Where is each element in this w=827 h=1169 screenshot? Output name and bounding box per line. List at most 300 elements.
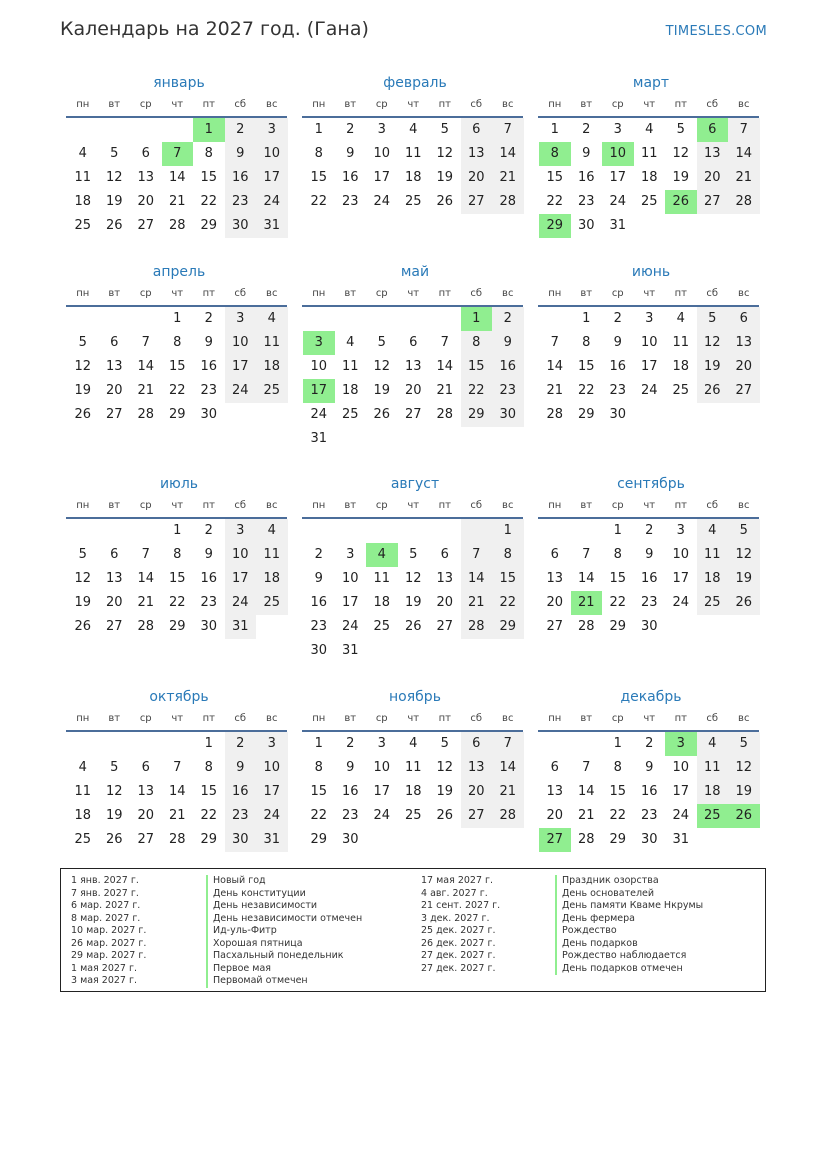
week-row xyxy=(303,118,524,142)
weekday-label: пн xyxy=(312,99,326,110)
day-cell: 24 xyxy=(373,808,391,823)
holiday-day-cell: 21 xyxy=(571,591,603,615)
day-cell: 4 xyxy=(697,732,729,756)
month-block xyxy=(539,473,763,639)
empty-day-cell xyxy=(256,615,288,639)
day-cell: 16 xyxy=(341,170,359,185)
week-row xyxy=(67,403,288,427)
day-cell: 12 xyxy=(672,146,690,161)
weekday-label: сб xyxy=(470,288,483,299)
empty-day-cell xyxy=(461,519,493,543)
empty-day-cell xyxy=(634,214,666,238)
day-cell: 22 xyxy=(492,591,524,615)
month-name: январь xyxy=(153,75,205,91)
empty-day-cell xyxy=(665,214,697,238)
day-cell: 30 xyxy=(640,619,658,634)
weekday-label: чт xyxy=(643,500,656,511)
week-row xyxy=(539,214,760,238)
weekday-label: вс xyxy=(738,288,750,299)
day-cell: 19 xyxy=(373,383,391,398)
day-cell: 21 xyxy=(137,595,155,610)
empty-day-cell xyxy=(366,639,398,663)
empty-day-cell xyxy=(99,118,131,142)
month-days-grid xyxy=(539,94,760,238)
empty-day-cell xyxy=(429,427,461,451)
empty-day-cell xyxy=(398,307,430,331)
day-cell: 22 xyxy=(609,808,627,823)
day-cell: 30 xyxy=(225,828,257,852)
week-row xyxy=(539,331,760,355)
empty-day-cell xyxy=(728,403,760,427)
weekday-label: вс xyxy=(502,713,514,724)
weekday-header xyxy=(303,283,524,305)
day-cell: 2 xyxy=(225,118,257,142)
empty-day-cell xyxy=(303,307,335,331)
empty-day-cell xyxy=(697,828,729,852)
day-cell: 18 xyxy=(640,170,658,185)
weekday-label: ср xyxy=(375,99,388,110)
week-row xyxy=(67,379,288,403)
day-cell: 15 xyxy=(310,784,328,799)
day-cell: 18 xyxy=(256,355,288,379)
week-row xyxy=(67,804,288,828)
day-cell: 23 xyxy=(492,379,524,403)
day-cell: 9 xyxy=(204,335,213,350)
legend-names-col-1 xyxy=(206,875,362,988)
empty-day-cell xyxy=(130,118,162,142)
weekday-label: ср xyxy=(139,713,152,724)
weekday-label: ср xyxy=(139,500,152,511)
weekday-label: вт xyxy=(108,99,121,110)
empty-day-cell xyxy=(130,307,162,331)
legend-date: 4 авг. 2027 г. xyxy=(421,887,488,899)
day-cell: 14 xyxy=(461,567,493,591)
day-cell: 16 xyxy=(609,359,627,374)
empty-day-cell xyxy=(130,519,162,543)
empty-day-cell xyxy=(461,427,493,451)
month-days-grid xyxy=(67,283,288,427)
day-cell: 14 xyxy=(436,359,454,374)
day-cell: 20 xyxy=(697,166,729,190)
empty-day-cell xyxy=(398,427,430,451)
weekday-header xyxy=(67,94,288,116)
day-cell: 1 xyxy=(550,122,559,137)
day-cell: 3 xyxy=(346,547,355,562)
week-row xyxy=(303,543,524,567)
weekday-label: пн xyxy=(76,713,90,724)
day-cell: 27 xyxy=(728,379,760,403)
weekday-label: вс xyxy=(738,713,750,724)
day-cell: 12 xyxy=(436,760,454,775)
empty-day-cell xyxy=(335,427,367,451)
day-cell: 15 xyxy=(310,170,328,185)
day-cell: 20 xyxy=(137,808,155,823)
week-row xyxy=(67,615,288,639)
weekday-label: вс xyxy=(266,99,278,110)
day-cell: 1 xyxy=(613,523,622,538)
day-cell: 1 xyxy=(173,311,182,326)
legend-holiday-name: Ид-уль-Фитр xyxy=(206,925,362,938)
day-cell: 7 xyxy=(492,118,524,142)
weekday-label: вт xyxy=(580,99,593,110)
day-cell: 10 xyxy=(640,335,658,350)
day-cell: 31 xyxy=(310,431,328,446)
legend-date: 3 мая 2027 г. xyxy=(71,975,137,986)
week-row xyxy=(303,427,524,451)
day-cell: 10 xyxy=(373,760,391,775)
empty-day-cell xyxy=(67,519,99,543)
day-cell: 22 xyxy=(200,194,218,209)
day-cell: 13 xyxy=(728,331,760,355)
day-cell: 26 xyxy=(105,832,123,847)
empty-day-cell xyxy=(366,828,398,852)
weekday-label: чт xyxy=(643,99,656,110)
legend-holiday-name: День независимости отмечен xyxy=(206,913,362,926)
legend-holiday-name: Первое мая xyxy=(206,963,362,976)
day-cell: 16 xyxy=(640,784,658,799)
weekday-header xyxy=(303,708,524,730)
day-cell: 25 xyxy=(404,808,422,823)
day-cell: 29 xyxy=(200,832,218,847)
day-cell: 12 xyxy=(74,571,92,586)
day-cell: 22 xyxy=(577,383,595,398)
day-cell: 10 xyxy=(341,571,359,586)
empty-day-cell xyxy=(130,732,162,756)
weekday-label: пт xyxy=(438,500,451,511)
weekday-label: сб xyxy=(706,99,719,110)
month-block xyxy=(539,72,763,238)
weekday-label: сб xyxy=(234,713,247,724)
day-cell: 27 xyxy=(137,218,155,233)
legend-holiday-name: День подарков xyxy=(555,938,703,951)
day-cell: 15 xyxy=(168,359,186,374)
day-cell: 22 xyxy=(168,383,186,398)
month-name: май xyxy=(400,264,430,280)
legend-date: 29 мар. 2027 г. xyxy=(71,950,147,961)
month-days-grid xyxy=(539,495,760,639)
day-cell: 13 xyxy=(546,571,564,586)
weekday-label: пн xyxy=(76,288,90,299)
day-cell: 8 xyxy=(613,760,622,775)
day-cell: 7 xyxy=(141,335,150,350)
weekday-label: вт xyxy=(344,713,357,724)
empty-day-cell xyxy=(303,519,335,543)
holiday-day-cell: 1 xyxy=(193,118,225,142)
month-days-grid xyxy=(303,495,524,663)
day-cell: 2 xyxy=(645,736,654,751)
day-cell: 9 xyxy=(314,571,323,586)
empty-day-cell xyxy=(67,307,99,331)
day-cell: 28 xyxy=(137,619,155,634)
day-cell: 21 xyxy=(546,383,564,398)
legend-holiday-name: Хорошая пятница xyxy=(206,938,362,951)
weekday-label: вс xyxy=(738,99,750,110)
month-name: сентябрь xyxy=(617,476,685,492)
day-cell: 14 xyxy=(168,784,186,799)
week-row xyxy=(67,828,288,852)
day-cell: 20 xyxy=(404,383,422,398)
day-cell: 29 xyxy=(609,832,627,847)
legend-date: 8 мар. 2027 г. xyxy=(71,912,141,924)
day-cell: 3 xyxy=(225,307,257,331)
day-cell: 7 xyxy=(728,118,760,142)
day-cell: 16 xyxy=(200,571,218,586)
day-cell: 18 xyxy=(256,567,288,591)
day-cell: 17 xyxy=(225,355,257,379)
day-cell: 24 xyxy=(672,808,690,823)
legend-holiday-name: День независимости xyxy=(206,900,362,913)
month-block xyxy=(303,72,527,214)
day-cell: 21 xyxy=(492,166,524,190)
day-cell: 16 xyxy=(341,784,359,799)
day-cell: 31 xyxy=(609,218,627,233)
day-cell: 26 xyxy=(74,407,92,422)
empty-day-cell xyxy=(366,427,398,451)
day-cell: 13 xyxy=(105,571,123,586)
month-block xyxy=(67,72,291,238)
holiday-day-cell: 3 xyxy=(303,331,335,355)
holiday-day-cell: 10 xyxy=(602,142,634,166)
day-cell: 30 xyxy=(310,643,328,658)
day-cell: 7 xyxy=(173,760,182,775)
day-cell: 2 xyxy=(582,122,591,137)
weekday-label: вт xyxy=(580,288,593,299)
day-cell: 30 xyxy=(640,832,658,847)
day-cell: 19 xyxy=(404,595,422,610)
day-cell: 13 xyxy=(436,571,454,586)
week-row xyxy=(539,403,760,427)
day-cell: 23 xyxy=(310,619,328,634)
day-cell: 6 xyxy=(550,547,559,562)
weekday-header xyxy=(539,708,760,730)
day-cell: 15 xyxy=(577,359,595,374)
empty-day-cell xyxy=(335,307,367,331)
day-cell: 17 xyxy=(672,571,690,586)
weekday-label: ср xyxy=(611,500,624,511)
day-cell: 7 xyxy=(141,547,150,562)
day-cell: 18 xyxy=(373,595,391,610)
week-row xyxy=(539,355,760,379)
week-row xyxy=(67,307,288,331)
day-cell: 5 xyxy=(440,122,449,137)
day-cell: 1 xyxy=(314,122,323,137)
legend-holiday-name: Рождество наблюдается xyxy=(555,950,703,963)
weekday-label: пн xyxy=(312,500,326,511)
day-cell: 23 xyxy=(200,595,218,610)
day-cell: 11 xyxy=(373,571,391,586)
month-days-grid xyxy=(67,708,288,852)
day-cell: 19 xyxy=(74,383,92,398)
week-row xyxy=(303,639,524,663)
empty-day-cell xyxy=(429,519,461,543)
day-cell: 8 xyxy=(314,146,323,161)
day-cell: 1 xyxy=(582,311,591,326)
day-cell: 2 xyxy=(346,736,355,751)
day-cell: 9 xyxy=(346,760,355,775)
day-cell: 27 xyxy=(697,190,729,214)
week-row xyxy=(303,403,524,427)
legend-holiday-name: Пасхальный понедельник xyxy=(206,950,362,963)
day-cell: 16 xyxy=(577,170,595,185)
month-days-grid xyxy=(539,708,760,852)
holiday-day-cell: 25 xyxy=(697,804,729,828)
day-cell: 19 xyxy=(436,784,454,799)
day-cell: 6 xyxy=(141,760,150,775)
weekday-label: чт xyxy=(643,288,656,299)
empty-day-cell xyxy=(728,214,760,238)
weekday-label: сб xyxy=(470,500,483,511)
day-cell: 5 xyxy=(697,307,729,331)
day-cell: 25 xyxy=(672,383,690,398)
day-cell: 30 xyxy=(200,407,218,422)
day-cell: 6 xyxy=(440,547,449,562)
empty-day-cell xyxy=(366,307,398,331)
day-cell: 18 xyxy=(74,194,92,209)
legend-holiday-name: День конституции xyxy=(206,888,362,901)
day-cell: 11 xyxy=(697,756,729,780)
empty-day-cell xyxy=(398,828,430,852)
day-cell: 6 xyxy=(550,760,559,775)
day-cell: 19 xyxy=(74,595,92,610)
empty-day-cell xyxy=(461,828,493,852)
day-cell: 29 xyxy=(310,832,328,847)
day-cell: 5 xyxy=(440,736,449,751)
week-row xyxy=(303,307,524,331)
day-cell: 25 xyxy=(341,407,359,422)
day-cell: 24 xyxy=(640,383,658,398)
day-cell: 29 xyxy=(168,407,186,422)
legend-holiday-name: День подарков отмечен xyxy=(555,963,703,976)
week-row xyxy=(539,379,760,403)
weekday-label: пт xyxy=(674,500,687,511)
weekday-header xyxy=(539,495,760,517)
month-name: апрель xyxy=(152,264,206,280)
weekday-header xyxy=(67,283,288,305)
day-cell: 31 xyxy=(256,828,288,852)
weekday-label: пн xyxy=(312,288,326,299)
week-row xyxy=(539,828,760,852)
month-block xyxy=(67,473,291,639)
day-cell: 10 xyxy=(672,760,690,775)
day-cell: 28 xyxy=(436,407,454,422)
day-cell: 24 xyxy=(256,804,288,828)
day-cell: 25 xyxy=(373,619,391,634)
day-cell: 27 xyxy=(105,407,123,422)
day-cell: 28 xyxy=(546,407,564,422)
day-cell: 13 xyxy=(461,142,493,166)
day-cell: 20 xyxy=(105,383,123,398)
day-cell: 11 xyxy=(74,784,92,799)
weekday-header xyxy=(303,495,524,517)
day-cell: 24 xyxy=(373,194,391,209)
empty-day-cell xyxy=(697,403,729,427)
week-row xyxy=(303,166,524,190)
day-cell: 17 xyxy=(341,595,359,610)
day-cell: 20 xyxy=(105,595,123,610)
weekday-header xyxy=(539,283,760,305)
month-name: август xyxy=(390,476,440,492)
day-cell: 11 xyxy=(256,543,288,567)
holiday-day-cell: 17 xyxy=(303,379,335,403)
day-cell: 27 xyxy=(105,619,123,634)
day-cell: 21 xyxy=(492,780,524,804)
day-cell: 13 xyxy=(461,756,493,780)
empty-day-cell xyxy=(697,615,729,639)
day-cell: 5 xyxy=(676,122,685,137)
legend-date: 7 янв. 2027 г. xyxy=(71,887,139,899)
day-cell: 9 xyxy=(346,146,355,161)
day-cell: 24 xyxy=(256,190,288,214)
day-cell: 26 xyxy=(436,808,454,823)
day-cell: 10 xyxy=(310,359,328,374)
empty-day-cell xyxy=(728,615,760,639)
day-cell: 9 xyxy=(613,335,622,350)
day-cell: 5 xyxy=(728,519,760,543)
legend-date: 25 дек. 2027 г. xyxy=(421,925,496,936)
day-cell: 17 xyxy=(373,784,391,799)
day-cell: 18 xyxy=(74,808,92,823)
day-cell: 3 xyxy=(613,122,622,137)
holiday-day-cell: 8 xyxy=(539,142,571,166)
weekday-label: сб xyxy=(234,500,247,511)
week-row xyxy=(539,190,760,214)
day-cell: 7 xyxy=(550,335,559,350)
day-cell: 6 xyxy=(110,335,119,350)
legend-dates-col-2 xyxy=(421,875,500,975)
legend-date: 26 мар. 2027 г. xyxy=(71,937,147,949)
day-cell: 2 xyxy=(346,122,355,137)
month-block xyxy=(67,261,291,427)
day-cell: 6 xyxy=(461,118,493,142)
month-name: ноябрь xyxy=(389,689,441,705)
day-cell: 2 xyxy=(204,523,213,538)
weekday-label: чт xyxy=(407,288,420,299)
day-cell: 21 xyxy=(137,383,155,398)
day-cell: 11 xyxy=(697,543,729,567)
empty-day-cell xyxy=(429,639,461,663)
site-link[interactable]: TIMESLES.COM xyxy=(665,24,767,39)
day-cell: 12 xyxy=(373,359,391,374)
day-cell: 11 xyxy=(404,760,422,775)
day-cell: 26 xyxy=(436,194,454,209)
day-cell: 1 xyxy=(613,736,622,751)
day-cell: 6 xyxy=(141,146,150,161)
day-cell: 28 xyxy=(492,190,524,214)
day-cell: 28 xyxy=(577,832,595,847)
day-cell: 6 xyxy=(728,307,760,331)
day-cell: 10 xyxy=(256,142,288,166)
day-cell: 29 xyxy=(168,619,186,634)
day-cell: 24 xyxy=(225,379,257,403)
day-cell: 1 xyxy=(314,736,323,751)
day-cell: 9 xyxy=(204,547,213,562)
day-cell: 24 xyxy=(225,591,257,615)
day-cell: 26 xyxy=(404,619,422,634)
day-cell: 10 xyxy=(672,547,690,562)
weekday-label: сб xyxy=(706,500,719,511)
weekday-label: ср xyxy=(375,288,388,299)
legend-holiday-name: Рождество xyxy=(555,925,703,938)
day-cell: 30 xyxy=(492,403,524,427)
week-row xyxy=(539,519,760,543)
day-cell: 3 xyxy=(256,118,288,142)
day-cell: 20 xyxy=(137,194,155,209)
day-cell: 3 xyxy=(225,519,257,543)
weekday-label: чт xyxy=(407,500,420,511)
week-row xyxy=(67,118,288,142)
day-cell: 20 xyxy=(546,808,564,823)
week-row xyxy=(539,142,760,166)
